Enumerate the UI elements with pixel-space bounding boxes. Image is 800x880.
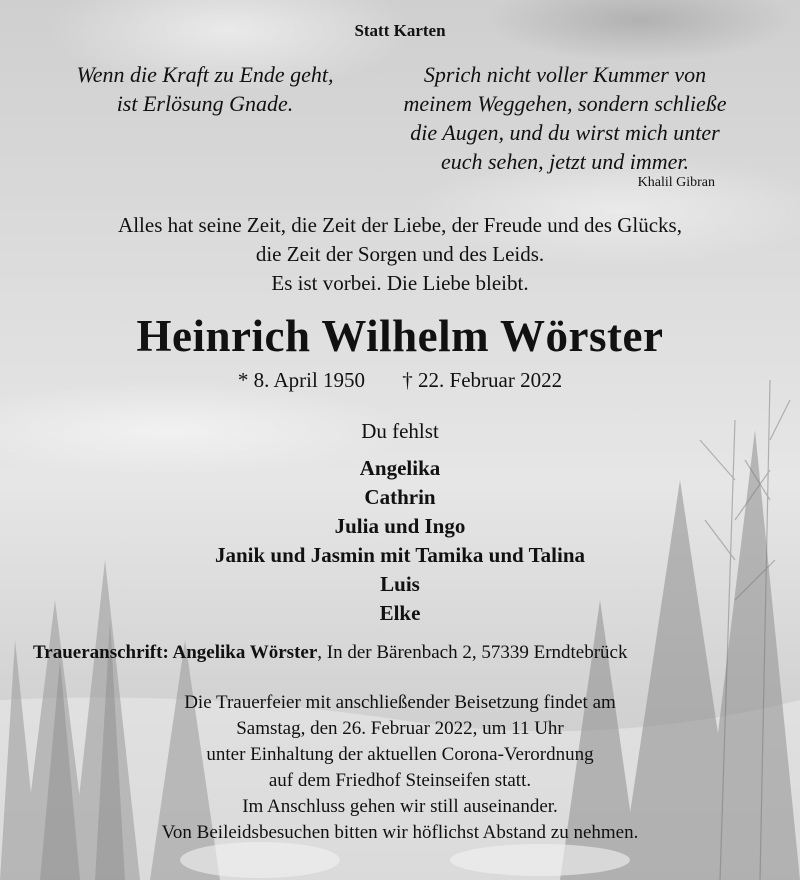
death-date: † 22. Februar 2022 bbox=[402, 368, 563, 392]
funeral-line: unter Einhaltung der aktuellen Corona-Verordnung bbox=[206, 744, 594, 765]
verse-line: Alles hat seine Zeit, die Zeit der Liebe, der Freude und des Glücks, bbox=[118, 213, 682, 237]
address-label: Traueranschrift: Angelika Wörster bbox=[33, 642, 318, 663]
address-rest: , In der Bärenbach 2, 57339 Erndtebrück bbox=[317, 642, 628, 663]
quote-author: Khalil Gibran bbox=[637, 175, 715, 190]
funeral-line: Von Beileidsbesuchen bitten wir höflichst Abstand zu nehmen. bbox=[161, 822, 639, 843]
funeral-info bbox=[0, 690, 800, 846]
verse-line: Es ist vorbei. Die Liebe bleibt. bbox=[271, 271, 529, 295]
verse bbox=[0, 211, 800, 298]
quote-right-line: die Augen, und du wirst mich unter bbox=[410, 120, 720, 145]
quote-left bbox=[30, 60, 380, 118]
mourner: Janik und Jasmin mit Tamika und Talina bbox=[214, 543, 586, 567]
funeral-line: Im Anschluss gehen wir still auseinander. bbox=[242, 796, 558, 817]
funeral-line: Samstag, den 26. Februar 2022, um 11 Uhr bbox=[236, 718, 564, 739]
quote-right-line: meinem Weggehen, sondern schließe bbox=[403, 91, 727, 116]
quote-right bbox=[370, 60, 760, 176]
funeral-line: Die Trauerfeier mit anschließender Beisetzung findet am bbox=[184, 692, 616, 713]
mourner: Luis bbox=[380, 572, 420, 596]
deceased-name: Heinrich Wilhelm Wörster bbox=[136, 311, 664, 361]
mourning-address bbox=[33, 642, 793, 664]
quote-right-line: euch sehen, jetzt und immer. bbox=[440, 149, 690, 174]
mourner: Angelika bbox=[359, 456, 441, 480]
statt-karten-header: Statt Karten bbox=[354, 21, 446, 40]
mourner: Julia und Ingo bbox=[334, 514, 466, 538]
birth-date: * 8. April 1950 bbox=[237, 368, 366, 392]
funeral-line: auf dem Friedhof Steinseifen statt. bbox=[268, 770, 532, 791]
mourners-list bbox=[0, 454, 800, 628]
verse-line: die Zeit der Sorgen und des Leids. bbox=[255, 242, 545, 266]
mourner: Cathrin bbox=[364, 485, 436, 509]
quote-right-line: Sprich nicht voller Kummer von bbox=[423, 62, 707, 87]
mourner: Elke bbox=[379, 601, 421, 625]
quote-left-line: Wenn die Kraft zu Ende geht, bbox=[76, 62, 334, 87]
miss-line: Du fehlst bbox=[361, 419, 439, 443]
life-dates bbox=[0, 368, 800, 393]
quote-left-line: ist Erlösung Gnade. bbox=[116, 91, 294, 116]
